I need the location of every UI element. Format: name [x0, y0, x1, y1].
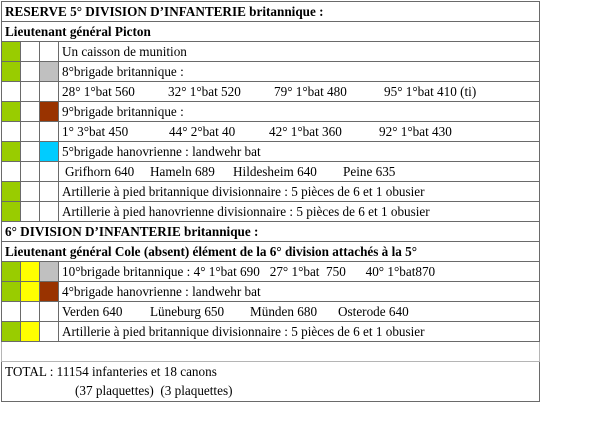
unit-value: 79° 1°bat 480: [274, 84, 347, 99]
swatch-gray: [40, 62, 59, 82]
unit-value: 1° 3°bat 450: [62, 124, 129, 139]
unit-value: 92° 1°bat 430: [379, 124, 452, 139]
reserve-commander: Lieutenant général Picton: [2, 22, 540, 42]
swatch-empty: [21, 62, 40, 82]
swatch-empty: [40, 322, 59, 342]
sixth-artillery-row: [2, 322, 540, 342]
swatch-empty: [21, 162, 40, 182]
unit-value: Münden 680: [250, 304, 318, 319]
artillery-brit-row: [2, 182, 540, 202]
reserve-commander-row: [2, 22, 540, 42]
swatch-empty: [40, 302, 59, 322]
brigade9-title: 9°brigade britannique :: [59, 102, 540, 122]
brigade5-title-row: [2, 142, 540, 162]
reserve-title: RESERVE 5° DIVISION D’INFANTERIE britannique :: [2, 2, 540, 22]
brigade9-units-row: [2, 122, 540, 142]
swatch-empty: [2, 162, 21, 182]
swatch-empty: [40, 162, 59, 182]
brigade10-label: 10°brigade britannique : 4° 1°bat 690 27° 1°bat 750 40° 1°bat870: [59, 262, 540, 282]
swatch-yellow: [21, 282, 40, 302]
brigade4-units-row: [2, 302, 540, 322]
unit-value: 28° 1°bat 560: [62, 84, 135, 99]
swatch-green: [2, 282, 21, 302]
swatch-yellow: [21, 262, 40, 282]
swatch-yellow: [21, 322, 40, 342]
swatch-empty: [21, 182, 40, 202]
total-row: [2, 362, 540, 402]
brigade5-title: 5°brigade hanovrienne : landwehr bat: [59, 142, 540, 162]
unit-value: Lüneburg 650: [150, 304, 225, 319]
unit-value: Peine 635: [343, 164, 396, 179]
swatch-green: [2, 322, 21, 342]
swatch-green: [2, 42, 21, 62]
brigade8-title: 8°brigade britannique :: [59, 62, 540, 82]
swatch-green: [2, 62, 21, 82]
sixth-commander: Lieutenant général Cole (absent) élément de la 6° division attachés à la 5°: [2, 242, 540, 262]
unit-value: 95° 1°bat 410 (ti): [384, 84, 477, 99]
swatch-empty: [21, 122, 40, 142]
swatch-empty: [40, 202, 59, 222]
brigade10-row: [2, 262, 540, 282]
swatch-empty: [40, 122, 59, 142]
unit-value: 44° 2°bat 40: [169, 124, 236, 139]
brigade4-title-row: [2, 282, 540, 302]
unit-value: Verden 640: [62, 304, 123, 319]
unit-value: Hildesheim 640: [233, 164, 317, 179]
total-line1: TOTAL : 11154 infanteries et 18 canons: [5, 364, 217, 379]
brigade4-title: 4°brigade hanovrienne : landwehr bat: [59, 282, 540, 302]
brigade5-units: [59, 162, 540, 182]
swatch-empty: [2, 82, 21, 102]
unit-value: 32° 1°bat 520: [168, 84, 241, 99]
swatch-empty: [40, 82, 59, 102]
swatch-empty: [21, 202, 40, 222]
swatch-brown: [40, 282, 59, 302]
sixth-title: 6° DIVISION D’INFANTERIE britannique :: [2, 222, 540, 242]
brigade8-units-row: [2, 82, 540, 102]
artillery-han-label: Artillerie à pied hanovrienne divisionnaire : 5 pièces de 6 et 1 obusier: [59, 202, 540, 222]
swatch-empty: [21, 142, 40, 162]
spacer-row: [2, 342, 540, 362]
total-line2: (37 plaquettes) (3 plaquettes): [75, 383, 233, 398]
artillery-brit-label: Artillerie à pied britannique divisionnaire : 5 pièces de 6 et 1 obusier: [59, 182, 540, 202]
brigade9-title-row: [2, 102, 540, 122]
sixth-artillery-label: Artillerie à pied britannique divisionnaire : 5 pièces de 6 et 1 obusier: [59, 322, 540, 342]
brigade9-units: [59, 122, 540, 142]
artillery-han-row: [2, 202, 540, 222]
swatch-gray: [40, 262, 59, 282]
swatch-empty: [21, 82, 40, 102]
brigade5-units-row: [2, 162, 540, 182]
swatch-empty: [40, 42, 59, 62]
unit-value: Hameln 689: [150, 164, 215, 179]
oob-table: [1, 1, 540, 402]
sixth-commander-row: [2, 242, 540, 262]
swatch-empty: [21, 302, 40, 322]
unit-value: 42° 1°bat 360: [269, 124, 342, 139]
caisson-row: [2, 42, 540, 62]
swatch-green: [2, 262, 21, 282]
sixth-title-row: [2, 222, 540, 242]
swatch-brown: [40, 102, 59, 122]
swatch-cyan: [40, 142, 59, 162]
swatch-empty: [2, 302, 21, 322]
total-cell: [2, 362, 540, 402]
swatch-green: [2, 142, 21, 162]
spacer-cell: [2, 342, 540, 362]
brigade8-title-row: [2, 62, 540, 82]
swatch-green: [2, 102, 21, 122]
brigade4-units: [59, 302, 540, 322]
swatch-empty: [21, 102, 40, 122]
reserve-title-row: [2, 2, 540, 22]
brigade8-units: [59, 82, 540, 102]
swatch-empty: [2, 122, 21, 142]
swatch-empty: [21, 42, 40, 62]
caisson-label: Un caisson de munition: [59, 42, 540, 62]
unit-value: Osterode 640: [338, 304, 409, 319]
swatch-empty: [40, 182, 59, 202]
swatch-green: [2, 202, 21, 222]
swatch-green: [2, 182, 21, 202]
unit-value: Grifhorn 640: [65, 164, 135, 179]
